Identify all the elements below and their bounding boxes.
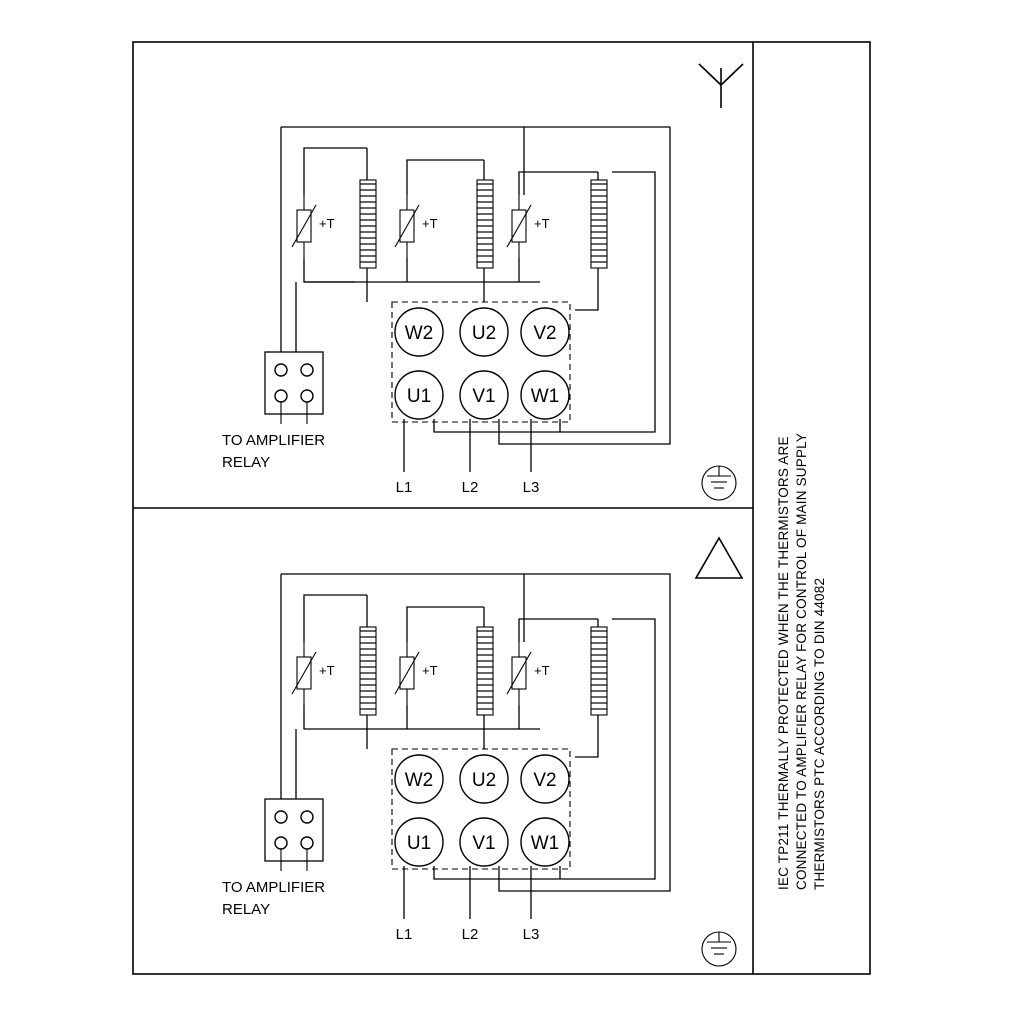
terminal-u1-delta: U1 (406, 833, 432, 854)
amplifier-label-line2: RELAY (222, 454, 271, 471)
amplifier-label-line2-delta: RELAY (222, 901, 271, 918)
terminal-w1: W1 (530, 386, 560, 407)
earth-ground-icon-delta (702, 932, 736, 966)
thermistor-3-delta (507, 642, 531, 705)
supply-label-l2-delta: L2 (461, 926, 479, 943)
supply-label-l3-delta: L3 (522, 926, 540, 943)
supply-label-l1: L1 (395, 479, 413, 496)
thermistor-label-3-delta: +T (534, 663, 550, 678)
amplifier-terminal-box-delta (265, 799, 323, 871)
thermistor-label-1-delta: +T (319, 663, 335, 678)
supply-label-l2: L2 (461, 479, 479, 496)
terminal-w2: W2 (404, 323, 434, 344)
terminal-v2-delta: V2 (533, 770, 557, 791)
thermistor-label-1: +T (319, 216, 335, 231)
note-line-1: IEC TP211 THERMALLY PROTECTED WHEN THE THERMISTORS ARE (776, 436, 791, 890)
thermistor-1-delta (292, 642, 316, 705)
amplifier-terminal-box-star (265, 352, 323, 424)
terminal-u1: U1 (406, 386, 432, 407)
note-line-2: CONNECTED TO AMPLIFIER RELAY FOR CONTROL OF MAIN SUPPLY (794, 432, 809, 890)
terminal-v2: V2 (533, 323, 557, 344)
earth-ground-icon (702, 466, 736, 500)
thermistor-2-delta (395, 642, 419, 705)
note-line-3: THERMISTORS PTC ACCORDING TO DIN 44082 (812, 577, 827, 890)
motor-coils-delta (360, 627, 607, 715)
thermistor-label-3: +T (534, 216, 550, 231)
amplifier-label-line1-delta: TO AMPLIFIER (222, 879, 326, 896)
thermistor-3 (507, 195, 531, 258)
thermistor-label-2-delta: +T (422, 663, 438, 678)
thermistor-1 (292, 195, 316, 258)
supply-label-l1-delta: L1 (395, 926, 413, 943)
supply-lines-delta (404, 866, 575, 919)
terminal-w2-delta: W2 (404, 770, 434, 791)
terminal-u2: U2 (471, 323, 497, 344)
panel-delta (222, 538, 742, 966)
thermistor-label-2: +T (422, 216, 438, 231)
terminal-u2-delta: U2 (471, 770, 497, 791)
thermistor-2 (395, 195, 419, 258)
terminal-v1-delta: V1 (472, 833, 496, 854)
amplifier-label-line1: TO AMPLIFIER (222, 432, 326, 449)
supply-lines-star (404, 419, 575, 472)
panel-star (222, 64, 743, 500)
delta-symbol-icon (696, 538, 742, 578)
terminal-w1-delta: W1 (530, 833, 560, 854)
terminal-v1: V1 (472, 386, 496, 407)
note-block (776, 433, 827, 890)
wye-symbol-icon (699, 64, 743, 108)
motor-coils-star (360, 180, 607, 268)
supply-label-l3: L3 (522, 479, 540, 496)
